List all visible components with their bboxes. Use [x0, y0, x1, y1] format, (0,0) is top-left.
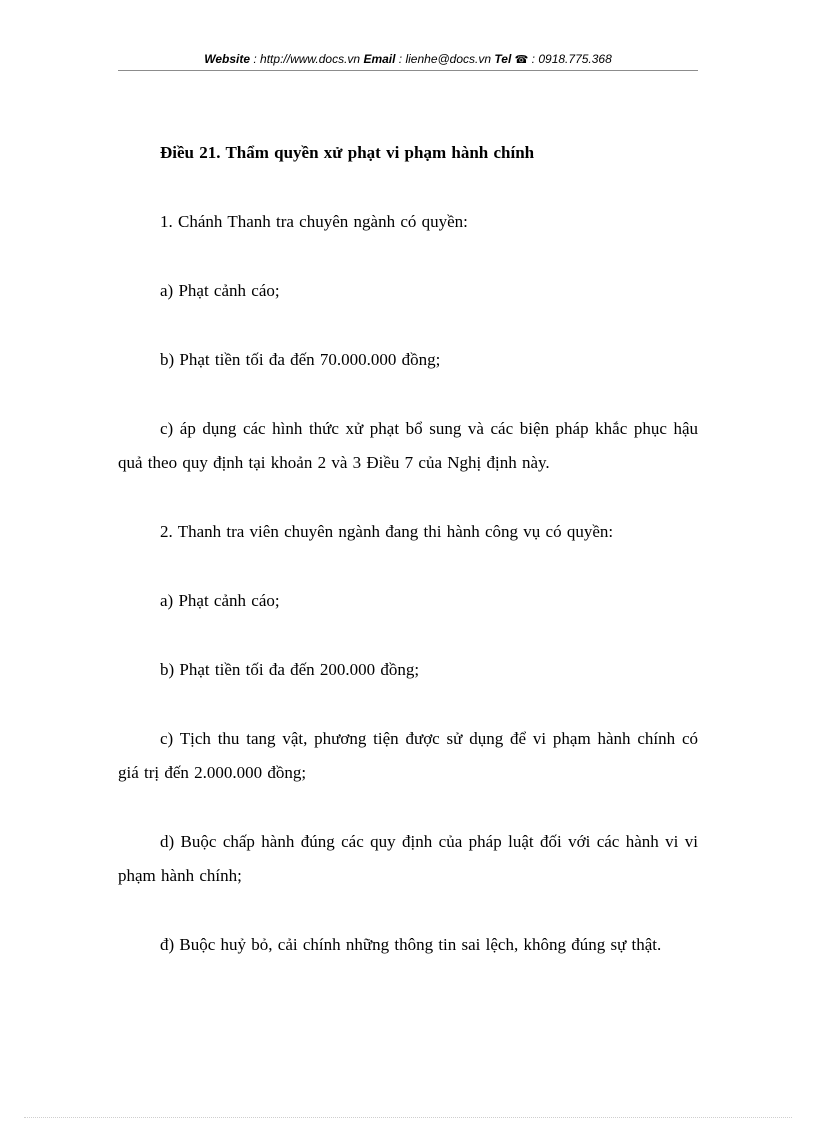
- footer-divider: [24, 1117, 792, 1118]
- email-address[interactable]: lienhe@docs.vn: [405, 52, 492, 66]
- paragraph-clause-2: 2. Thanh tra viên chuyên ngành đang thi hành công vụ có quyền:: [160, 522, 614, 541]
- phone-icon: ☎: [514, 54, 529, 66]
- website-url[interactable]: http://www.docs.vn: [260, 52, 361, 66]
- article-heading: Điều 21. Thẩm quyền xử phạt vi phạm hành chính: [160, 143, 535, 162]
- tel-number: 0918.775.368: [538, 52, 612, 66]
- article-body: [118, 136, 698, 962]
- paragraph-2d: d) Buộc chấp hành đúng các quy định của pháp luật đối với các hành vi vi phạm hành chính;: [118, 832, 698, 885]
- email-label: Email: [363, 52, 396, 66]
- page-header: [118, 50, 698, 71]
- website-separator: :: [250, 52, 261, 66]
- tel-separator: :: [528, 52, 539, 66]
- paragraph-2c: c) Tịch thu tang vật, phương tiện được sử dụng để vi phạm hành chính có giá trị đến 2.000.000 đồng;: [118, 729, 698, 782]
- paragraph-2b: b) Phạt tiền tối đa đến 200.000 đồng;: [160, 660, 420, 679]
- paragraph-1b: b) Phạt tiền tối đa đến 70.000.000 đồng;: [160, 350, 441, 369]
- tel-label: Tel: [494, 52, 512, 66]
- paragraph-1c: c) áp dụng các hình thức xử phạt bổ sung và các biện pháp khắc phục hậu quả theo quy định tại khoản 2 và 3 Điều 7 của Nghị định này.: [118, 419, 698, 472]
- paragraph-clause-1: 1. Chánh Thanh tra chuyên ngành có quyền:: [160, 212, 468, 231]
- email-separator: :: [395, 52, 406, 66]
- website-label: Website: [204, 52, 251, 66]
- paragraph-1a: a) Phạt cảnh cáo;: [160, 281, 280, 300]
- paragraph-2dd: đ) Buộc huỷ bỏ, cải chính những thông tin sai lệch, không đúng sự thật.: [160, 935, 662, 954]
- paragraph-2a: a) Phạt cảnh cáo;: [160, 591, 280, 610]
